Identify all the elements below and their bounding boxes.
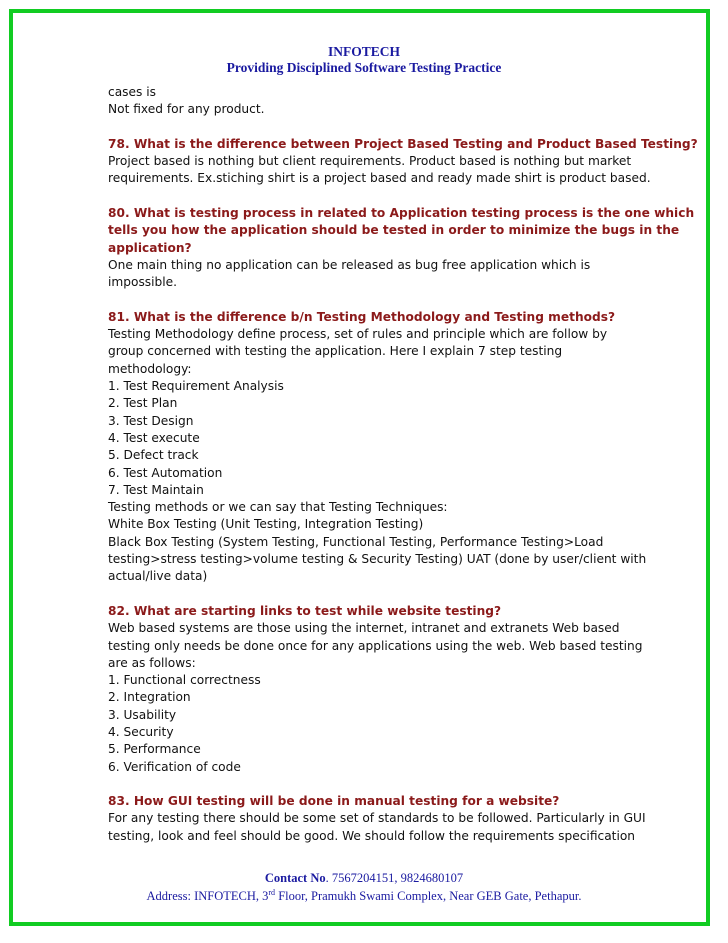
body-line: 5. Performance <box>108 742 201 757</box>
paragraph-gap <box>108 119 638 136</box>
paragraph-gap <box>108 586 638 603</box>
body-line: impossible. <box>108 275 178 290</box>
question-line: 78. What is the difference between Project Based Testing and Product Based Testing? <box>108 136 698 151</box>
footer-address <box>0 888 728 904</box>
question-line: application? <box>108 240 192 255</box>
body-line: actual/live data) <box>108 569 208 584</box>
question-line: 82. What are starting links to test while website testing? <box>108 603 502 618</box>
header-title: INFOTECH <box>327 44 400 59</box>
body-line: are as follows: <box>108 655 196 670</box>
paragraph-gap <box>108 292 638 309</box>
contact-label: Contact No <box>264 871 326 885</box>
body-line: Web based systems are those using the internet, intranet and extranets Web based <box>108 621 620 636</box>
body-line: testing, look and feel should be good. We should follow the requirements specification <box>108 828 636 843</box>
body-line: One main thing no application can be released as bug free application which is <box>108 257 591 272</box>
body-line: 6. Test Automation <box>108 465 223 480</box>
body-line: 7. Test Maintain <box>108 482 204 497</box>
question-line: 81. What is the difference b/n Testing Methodology and Testing methods? <box>108 309 616 324</box>
paragraph-gap <box>108 188 638 205</box>
body-line: methodology: <box>108 361 192 376</box>
question-line: 80. What is testing process in related to Application testing process is the one which <box>108 206 695 221</box>
body-line: 4. Test execute <box>108 430 200 445</box>
paragraph-gap <box>108 776 638 793</box>
body-line: 2. Integration <box>108 690 191 705</box>
body-line: Not fixed for any product. <box>108 102 265 117</box>
body-line: testing only needs be done once for any applications using the web. Web based testing <box>108 638 643 653</box>
address-suffix: Floor, Pramukh Swami Complex, Near GEB Gate, Pethapur. <box>275 889 582 904</box>
document-body <box>108 84 698 845</box>
address-superscript: rd <box>268 888 276 897</box>
question-line: 83. How GUI testing will be done in manual testing for a website? <box>108 794 560 809</box>
body-line: 3. Test Design <box>108 413 194 428</box>
body-line: 1. Test Requirement Analysis <box>108 379 284 394</box>
body-line: 3. Usability <box>108 707 177 722</box>
body-line: White Box Testing (Unit Testing, Integration Testing) <box>108 517 424 532</box>
footer-contact <box>0 871 728 886</box>
body-line: Testing methods or we can say that Testing Techniques: <box>108 500 448 515</box>
body-line: 4. Security <box>108 724 174 739</box>
body-line: Black Box Testing (System Testing, Functional Testing, Performance Testing>Load <box>108 534 604 549</box>
body-line: Project based is nothing but client requirements. Product based is nothing but market <box>108 154 632 169</box>
body-line: testing>stress testing>volume testing & Security Testing) UAT (done by user/client with <box>108 552 647 567</box>
body-line: 2. Test Plan <box>108 396 178 411</box>
body-line: 5. Defect track <box>108 448 199 463</box>
header-subtitle: Providing Disciplined Software Testing Practice <box>226 60 502 75</box>
body-line: 6. Verification of code <box>108 759 241 774</box>
question-line: tells you how the application should be tested in order to minimize the bugs in the <box>108 223 680 238</box>
body-line: group concerned with testing the application. Here I explain 7 step testing <box>108 344 563 359</box>
address-prefix: Address: INFOTECH, 3 <box>146 889 269 904</box>
body-line: 1. Functional correctness <box>108 673 261 688</box>
body-line: requirements. Ex.stiching shirt is a project based and ready made shirt is product based. <box>108 171 651 186</box>
body-line: cases is <box>108 85 156 99</box>
body-line: Testing Methodology define process, set of rules and principle which are follow by <box>108 327 608 342</box>
body-line: For any testing there should be some set of standards to be followed. Particularly in GUI <box>108 811 646 826</box>
contact-numbers: . 7567204151, 9824680107 <box>325 871 464 885</box>
